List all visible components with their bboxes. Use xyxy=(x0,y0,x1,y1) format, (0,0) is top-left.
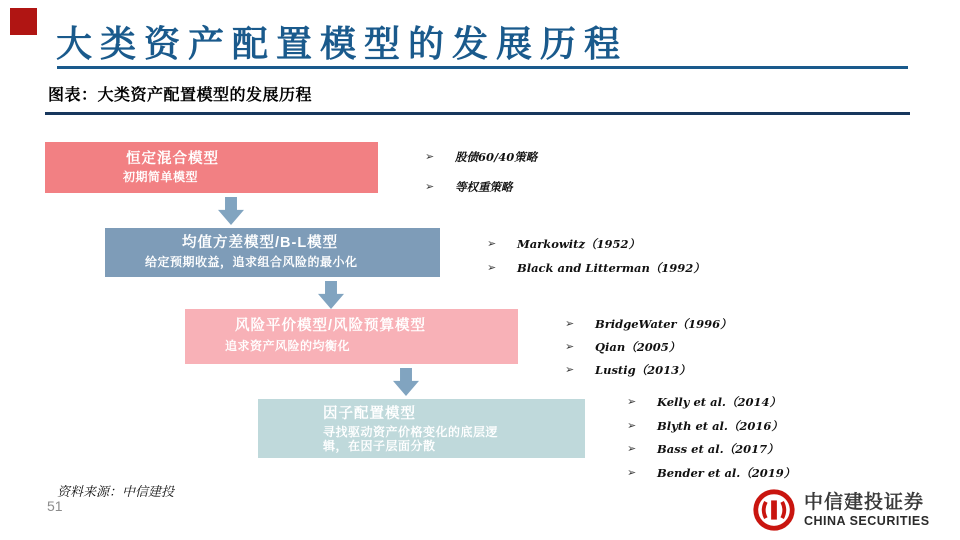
page-number: 51 xyxy=(47,498,63,514)
arrowhead-bullet-icon: ➢ xyxy=(425,181,435,193)
list-item xyxy=(487,261,705,285)
title-underline xyxy=(57,66,908,69)
chart-caption: 图表：大类资产配置模型的发展历程 xyxy=(48,87,313,104)
brand-corner-square xyxy=(10,8,37,35)
arrowhead-bullet-icon: ➢ xyxy=(627,466,637,479)
reference-text: Lustig（2013） xyxy=(595,363,691,377)
list-item xyxy=(487,237,705,261)
arrowhead-bullet-icon: ➢ xyxy=(627,396,637,408)
list-item xyxy=(565,340,732,363)
list-item xyxy=(565,363,732,386)
logo-text xyxy=(804,492,930,528)
list-item xyxy=(565,317,732,340)
reference-text: Bass et al.（2017） xyxy=(657,442,779,456)
reference-list-mean-variance xyxy=(487,237,705,285)
flow-box-title: 风险平价模型/风险预算模型 xyxy=(235,318,427,334)
arrowhead-bullet-icon: ➢ xyxy=(565,318,575,330)
flow-box-title: 恒定混合模型 xyxy=(126,151,219,167)
reference-text: BridgeWater（1996） xyxy=(595,317,732,331)
reference-text: 股债60/40策略 xyxy=(455,150,538,164)
list-item xyxy=(627,419,795,443)
flow-box-title: 因子配置模型 xyxy=(323,406,416,422)
reference-list-factor-allocation xyxy=(627,395,795,489)
reference-text: Qian（2005） xyxy=(595,340,681,354)
flow-box-subtitle: 追求资产风险的均衡化 xyxy=(225,339,351,353)
reference-text: Kelly et al.（2014） xyxy=(657,395,781,409)
arrowhead-bullet-icon: ➢ xyxy=(487,262,497,274)
page-title: 大类资产配置模型的发展历程 xyxy=(56,23,629,65)
list-item xyxy=(627,442,795,466)
source-note: 资料来源：中信建投 xyxy=(57,485,175,500)
flow-box-factor-allocation xyxy=(258,399,585,458)
logo-name-en: CHINA SECURITIES xyxy=(804,514,930,528)
reference-list-constant-mix xyxy=(425,150,537,210)
reference-list-risk-parity xyxy=(565,317,732,386)
company-logo xyxy=(751,487,930,533)
arrowhead-bullet-icon: ➢ xyxy=(565,364,575,376)
list-item xyxy=(425,150,537,180)
down-arrow-icon xyxy=(218,197,244,225)
flow-box-subtitle: 寻找驱动资产价格变化的底层逻辑，在因子层面分散 xyxy=(323,425,499,453)
flow-box-risk-parity xyxy=(185,309,518,364)
list-item xyxy=(627,395,795,419)
flow-box-mean-variance xyxy=(105,228,440,277)
citic-emblem-icon xyxy=(751,487,797,533)
reference-text: Markowitz（1952） xyxy=(517,237,640,251)
header-divider xyxy=(45,112,910,115)
down-arrow-icon xyxy=(393,368,419,396)
list-item xyxy=(627,466,795,490)
reference-text: Black and Litterman（1992） xyxy=(517,261,705,275)
arrowhead-bullet-icon: ➢ xyxy=(627,419,637,432)
reference-text: Bender et al.（2019） xyxy=(657,465,796,480)
arrowhead-bullet-icon: ➢ xyxy=(487,238,497,250)
arrowhead-bullet-icon: ➢ xyxy=(627,443,637,455)
reference-text: 等权重策略 xyxy=(455,180,513,194)
flow-box-constant-mix xyxy=(45,142,378,193)
flow-box-subtitle: 给定预期收益，追求组合风险的最小化 xyxy=(145,255,358,269)
logo-name-cn: 中信建投证券 xyxy=(804,492,925,513)
reference-text: Blyth et al.（2016） xyxy=(657,418,783,433)
down-arrow-icon xyxy=(318,281,344,309)
arrowhead-bullet-icon: ➢ xyxy=(425,151,435,163)
flow-box-title: 均值方差模型/B-L模型 xyxy=(182,235,339,251)
list-item xyxy=(425,180,537,210)
arrowhead-bullet-icon: ➢ xyxy=(565,341,575,353)
flow-box-subtitle: 初期简单模型 xyxy=(123,170,199,184)
